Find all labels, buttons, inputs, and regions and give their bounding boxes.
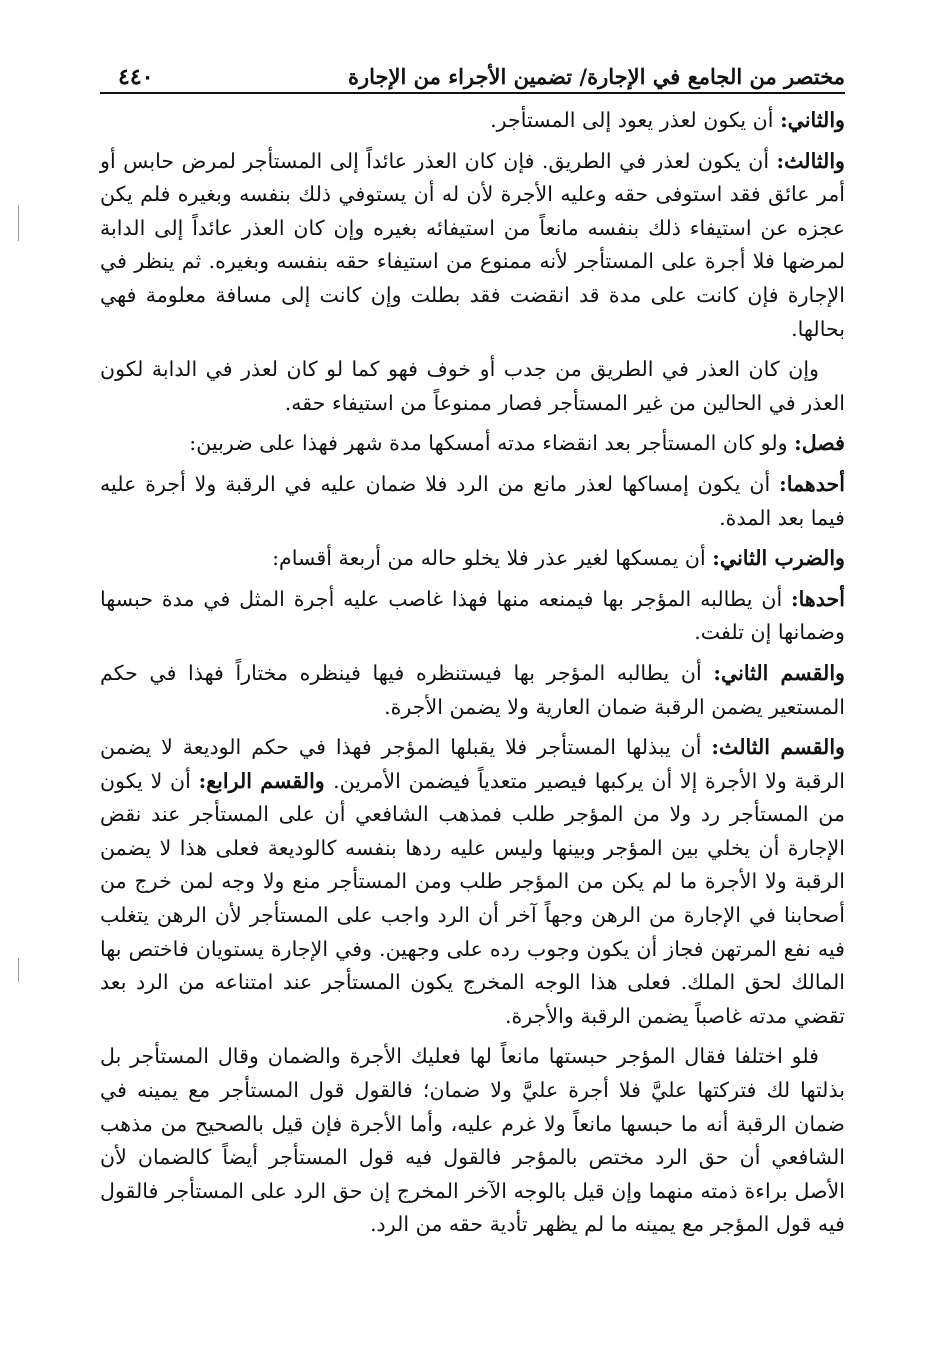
- paragraph-text: وإن كان العذر في الطريق من جدب أو خوف فهو كما لو كان لعذر في الدابة لكون العذر في الحالين من غير المستأجر فصار ممنوعاً من استيفاء حقه.: [100, 357, 845, 415]
- paragraph-lead: والضرب الثاني:: [712, 546, 845, 571]
- margin-mark: [18, 205, 19, 241]
- paragraph-lead: والثالث:: [776, 148, 845, 173]
- paragraph: [100, 542, 845, 576]
- page-number: ٤٤٠: [118, 64, 154, 90]
- paragraph-lead: والقسم الثالث:: [711, 735, 845, 760]
- paragraph-text: أن لا يكون من المستأجر رد ولا من المؤجر طلب فمذهب الشافعي أن على المستأجر عند نقض الإجارة أن يخلي بين المؤجر وبينها وليس عليه ردها بنفسه كالوديعة فعلى هذا لا يضمن الرقبة ولا الأجرة ما لم يكن من المؤجر طلب ومن المستأجر منع ولا وجه لمن خرج من أصحابنا في الإجارة من الرهن وجهاً آخر أن الرد واجب على المستأجر لأن الرهن يتغلب فيه نفع المرتهن فجاز أن يكون وجوب رده على وجهين. وفي الإجارة يستويان فاختص بها المالك لحق الملك. فعلى هذا الوجه المخرج يكون المستأجر عند امتناعه من الرد بعد تقضي مدته غاصباً يضمن الرقبة والأجرة.: [100, 768, 845, 1028]
- paragraph: [100, 583, 845, 650]
- paragraph-text: أن يكون لعذر في الطريق. فإن كان العذر عائداً إلى المستأجر لمرض حابس أو أمر عائق فقد استوفى حقه وعليه الأجرة لأن له أن يستوفي ذلك بنفسه وبغيره فلم يكن عجزه عن استيفاء ذلك بنفسه مانعاً من استيفائه بغيره وإن كان العذر عائداً إلى الدابة لمرضها فلا أجرة على المستأجر لأنه ممنوع من استيفاء حقه بنفسه وبغيره. ثم ينظر في الإجارة فإن كانت على مدة قد انقضت فقد بطلت وإن كانت إلى مسافة معلومة فهي بحالها.: [100, 148, 845, 341]
- paragraph-text: أن يكون إمساكها لعذر مانع من الرد فلا ضمان عليه في الرقبة ولا أجرة عليه فيما بعد المدة.: [100, 471, 845, 530]
- paragraph-text: أن يمسكها لغير عذر فلا يخلو حاله من أربعة أقسام:: [272, 546, 713, 571]
- paragraph: [100, 104, 845, 138]
- paragraph-lead: أحدهما:: [779, 471, 845, 496]
- paragraph: [100, 468, 845, 535]
- paragraph-text: أن يطالبه المؤجر بها فيستنظره فيها فينظره مختاراً فهذا في حكم المستعير يضمن الرقبة ضمان العارية ولا يضمن الأجرة.: [100, 660, 845, 719]
- paragraph-text: أن يبذلها المستأجر فلا يقبلها المؤجر فهذا في حكم الوديعة لا يضمن الرقبة ولا الأجرة إلا أن يركبها فيصير متعدياً فيضمن الأمرين.: [100, 735, 845, 793]
- running-header: [100, 64, 845, 94]
- paragraph-text: أن يطالبه المؤجر بها فيمنعه منها فهذا غاصب عليه أجرة المثل في مدة حبسها وضمانها إن تلفت.: [100, 586, 845, 645]
- paragraph-text: أن يكون لعذر يعود إلى المستأجر.: [490, 108, 781, 132]
- body-text: [100, 104, 845, 1242]
- paragraph-lead: والقسم الثاني:: [713, 660, 845, 685]
- paragraph-text: ولو كان المستأجر بعد انقضاء مدته أمسكها مدة شهر فهذا على ضربين:: [189, 431, 795, 456]
- margin-mark: [18, 958, 19, 982]
- paragraph: [100, 145, 845, 347]
- paragraph-lead: والثاني:: [780, 108, 845, 132]
- paragraph-lead: والقسم الرابع:: [198, 768, 334, 793]
- paragraph: [100, 427, 845, 461]
- paragraph-lead: فصل:: [794, 431, 845, 456]
- paragraph: [100, 353, 845, 420]
- paragraph: [100, 1040, 845, 1242]
- header-title: مختصر من الجامع في الإجارة/ تضمين الأجراء من الإجارة: [348, 64, 845, 89]
- paragraph: [100, 657, 845, 724]
- paragraph-text: فلو اختلفا فقال المؤجر حبستها مانعاً لها فعليك الأجرة والضمان وقال المستأجر بل بذلتها لك فتركتها عليَّ فلا أجرة عليَّ ولا ضمان؛ فالقول قول المستأجر مع يمينه في ضمان الرقبة أنه ما حبسها مانعاً ولا غرم عليه، وأما الأجرة فإن قيل بالصحيح من مذهب الشافعي أن حق الرد مختص بالمؤجر فالقول فيه قول المستأجر أيضاً كالضمان لأن الأصل براءة ذمته منهما وإن قيل بالوجه الآخر المخرج إن حق الرد على المستأجر فالقول فيه قول المؤجر مع يمينه ما لم يظهر تأدية حقه من الرد.: [100, 1044, 845, 1237]
- paragraph-lead: أحدها:: [791, 586, 845, 611]
- paragraph: [100, 731, 845, 1033]
